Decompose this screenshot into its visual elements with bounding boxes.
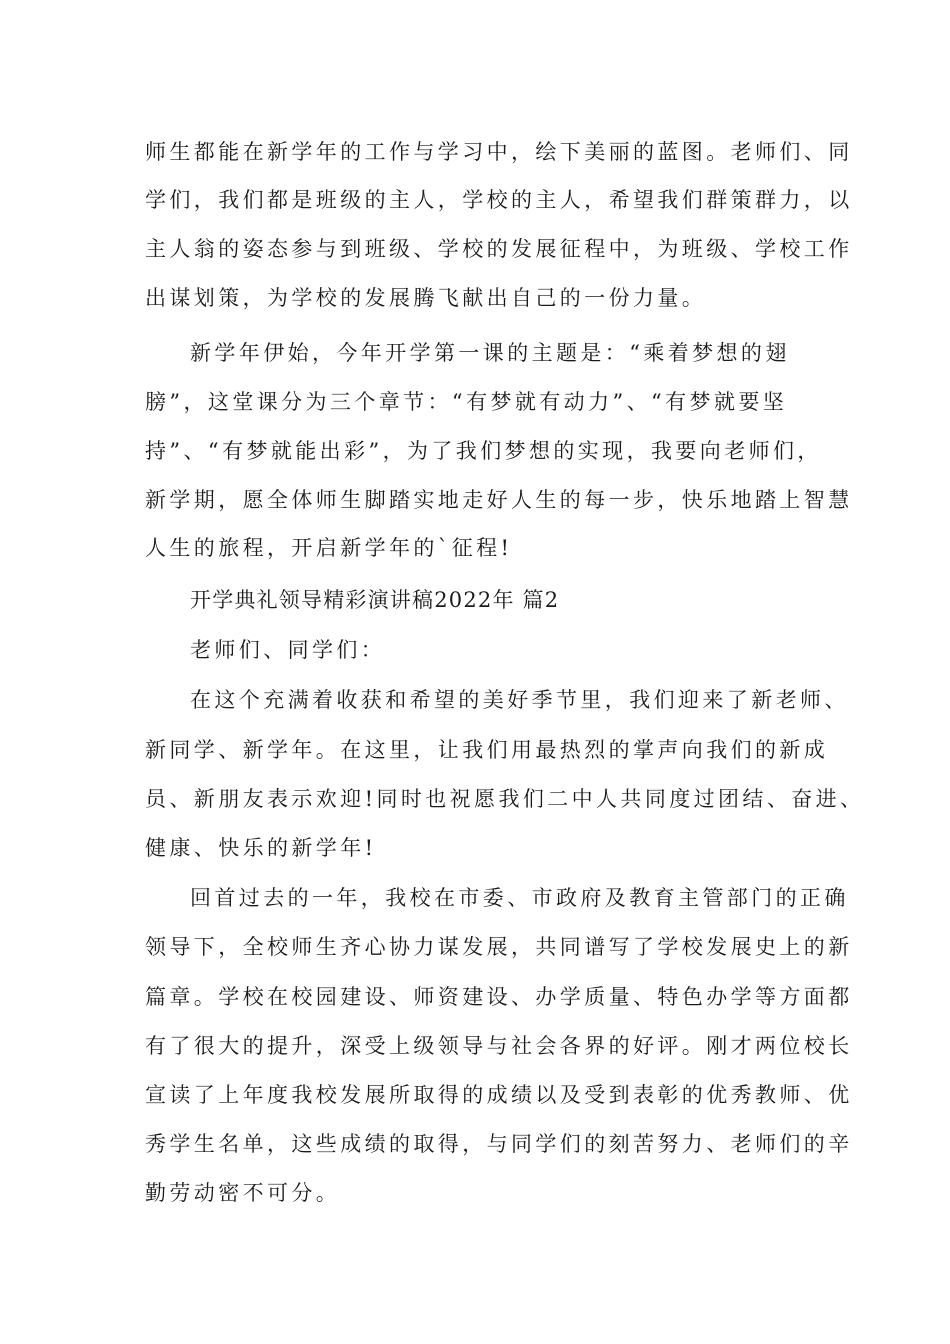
paragraph-first-line: 新学年伊始，今年开学第一课的主题是：“乘着梦想的翅 bbox=[190, 341, 790, 365]
text-line: 出谋划策，为学校的发展腾飞献出自己的一份力量。 bbox=[145, 286, 707, 310]
text-line: 员、新朋友表示欢迎!同时也祝愿我们二中人共同度过团结、奋进、 bbox=[145, 787, 865, 811]
text-line: 秀学生名单，这些成绩的取得，与同学们的刻苦努力、老师们的辛 bbox=[145, 1132, 853, 1156]
paragraph-first-line: 回首过去的一年，我校在市委、市政府及教育主管部门的正确 bbox=[190, 886, 849, 910]
text-line: 膀”，这堂课分为三个章节：“有梦就有动力”、“有梦就要坚 bbox=[145, 390, 788, 414]
text-line: 有了很大的提升，深受上级领导与社会各界的好评。刚才两位校长 bbox=[145, 1034, 853, 1058]
text-line: 新学期，愿全体师生脚踏实地走好人生的每一步，快乐地踏上智慧 bbox=[145, 488, 853, 512]
text-line: 持”、“有梦就能出彩”，为了我们梦想的实现，我要向老师们， bbox=[145, 439, 822, 463]
text-line: 学们，我们都是班级的主人，学校的主人，希望我们群策群力，以 bbox=[145, 188, 853, 212]
paragraph-first-line: 在这个充满着收获和希望的美好季节里，我们迎来了新老师、 bbox=[190, 688, 849, 712]
text-line: 新同学、新学年。在这里，让我们用最热烈的掌声向我们的新成 bbox=[145, 738, 829, 762]
text-line: 勤劳动密不可分。 bbox=[145, 1181, 341, 1205]
text-line: 宣读了上年度我校发展所取得的成绩以及受到表彰的优秀教师、优 bbox=[145, 1083, 853, 1107]
text-line: 领导下，全校师生齐心协力谋发展，共同谱写了学校发展史上的新 bbox=[145, 935, 853, 959]
text-line: 主人翁的姿态参与到班级、学校的发展征程中，为班级、学校工作 bbox=[145, 237, 853, 261]
salutation: 老师们、同学们： bbox=[190, 638, 386, 662]
text-line: 师生都能在新学年的工作与学习中，绘下美丽的蓝图。老师们、同 bbox=[145, 140, 853, 164]
text-line: 篇章。学校在校园建设、师资建设、办学质量、特色办学等方面都 bbox=[145, 985, 853, 1009]
section-heading: 开学典礼领导精彩演讲稿2022年 篇2 bbox=[190, 588, 560, 612]
text-line: 健康、快乐的新学年! bbox=[145, 836, 377, 860]
text-line: 人生的旅程，开启新学年的`征程! bbox=[145, 536, 513, 560]
